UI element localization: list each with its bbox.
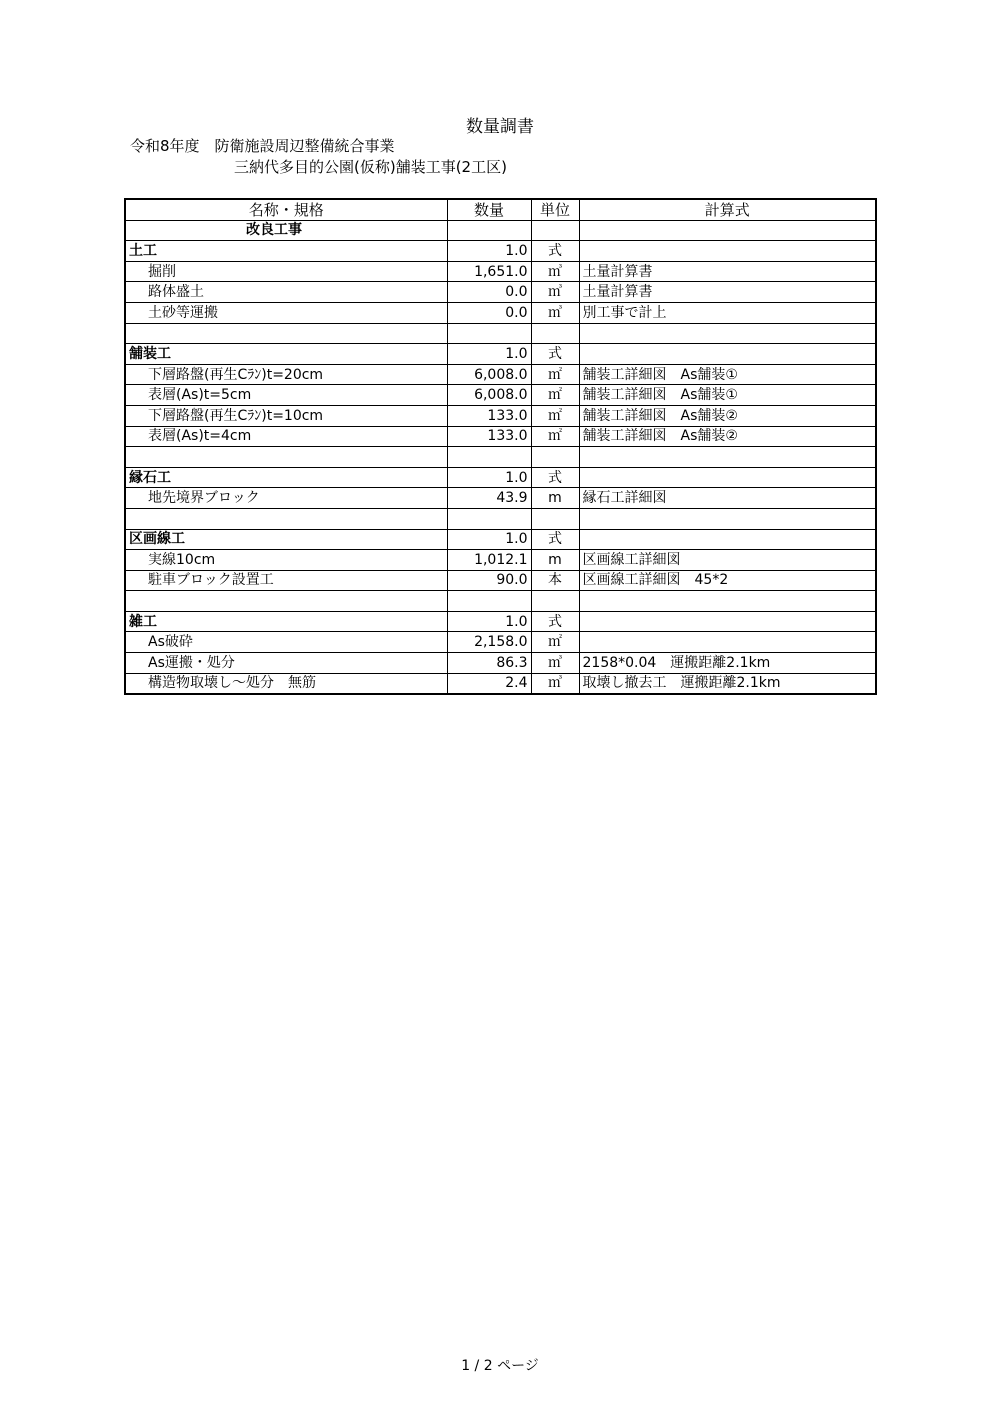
cell-formula: 縁石工詳細図 [579,488,876,509]
cell-unit: ㎡ [531,632,579,653]
group-row [125,241,876,262]
cell-formula [579,529,876,550]
cell-quantity: 43.9 [447,488,531,509]
cell-name: 表層(As)t=4cm [125,426,447,447]
cell-name: 区画線工 [125,529,447,550]
cell-unit [531,323,579,344]
cell-name: 構造物取壊し～処分 無筋 [125,673,447,694]
cell-quantity: 2,158.0 [447,632,531,653]
cell-name: 下層路盤(再生Cﾗﾝ)t=10cm [125,405,447,426]
cell-quantity: 1,012.1 [447,550,531,571]
cell-unit: 式 [531,529,579,550]
cell-unit: 式 [531,241,579,262]
cell-formula [579,344,876,365]
section-title: 改良工事 [125,220,447,241]
table-row [125,570,876,591]
blank-row [125,323,876,344]
table-row [125,673,876,694]
blank-row [125,591,876,612]
blank-row [125,447,876,468]
cell-quantity: 90.0 [447,570,531,591]
table-row [125,632,876,653]
cell-unit [531,447,579,468]
cell-quantity [447,323,531,344]
cell-formula: 別工事で計上 [579,302,876,323]
cell-formula: 舗装工詳細図 As舗装① [579,364,876,385]
header-quantity: 数量 [447,199,531,220]
cell-formula [579,611,876,632]
cell-name: 地先境界ブロック [125,488,447,509]
group-row [125,611,876,632]
cell-formula: 区画線工詳細図 [579,550,876,571]
cell-formula [579,467,876,488]
cell-quantity: 2.4 [447,673,531,694]
header-formula: 計算式 [579,199,876,220]
cell-unit: ㎡ [531,426,579,447]
section-row [125,220,876,241]
cell-formula [579,241,876,262]
cell-formula: 舗装工詳細図 As舗装① [579,385,876,406]
cell-quantity: 1.0 [447,529,531,550]
cell-unit [531,508,579,529]
cell-unit: ㎥ [531,282,579,303]
work-name: 三納代多目的公園(仮称)舗装工事(2工区) [234,158,507,176]
cell-formula [579,323,876,344]
page-title: 数量調書 [466,117,534,137]
header-name: 名称・規格 [125,199,447,220]
quantity-table-body [125,199,876,694]
group-row [125,467,876,488]
cell-quantity: 1.0 [447,611,531,632]
cell-unit: ㎥ [531,302,579,323]
table-header-row [125,199,876,220]
blank-row [125,508,876,529]
cell-name: 土砂等運搬 [125,302,447,323]
cell-unit: m [531,488,579,509]
cell-quantity: 86.3 [447,653,531,674]
cell-name: 縁石工 [125,467,447,488]
cell-name: As運搬・処分 [125,653,447,674]
cell-quantity [447,447,531,468]
cell-quantity: 6,008.0 [447,364,531,385]
cell-unit: ㎥ [531,261,579,282]
table-row [125,282,876,303]
cell-unit: 式 [531,344,579,365]
cell-formula [579,632,876,653]
group-row [125,529,876,550]
cell-unit: 式 [531,611,579,632]
cell-formula: 区画線工詳細図 45*2 [579,570,876,591]
cell-formula [579,447,876,468]
cell-unit: ㎡ [531,405,579,426]
cell-name [125,323,447,344]
cell-formula: 土量計算書 [579,261,876,282]
cell-quantity: 133.0 [447,426,531,447]
cell-name: 雑工 [125,611,447,632]
cell-unit: ㎡ [531,364,579,385]
header-unit: 単位 [531,199,579,220]
cell-formula: 取壊し撤去工 運搬距離2.1km [579,673,876,694]
group-row [125,344,876,365]
table-row [125,653,876,674]
cell-formula: 2158*0.04 運搬距離2.1km [579,653,876,674]
table-row [125,550,876,571]
cell-name [125,447,447,468]
cell-name: 舗装工 [125,344,447,365]
cell-name [125,508,447,529]
cell-unit: 本 [531,570,579,591]
cell-name: 下層路盤(再生Cﾗﾝ)t=20cm [125,364,447,385]
cell-quantity: 6,008.0 [447,385,531,406]
cell-name: 実線10cm [125,550,447,571]
cell-quantity [447,591,531,612]
cell-unit: 式 [531,467,579,488]
cell-name: 表層(As)t=5cm [125,385,447,406]
cell-quantity: 1,651.0 [447,261,531,282]
table-row [125,261,876,282]
cell-name: 土工 [125,241,447,262]
cell-quantity: 133.0 [447,405,531,426]
cell-name: 路体盛土 [125,282,447,303]
cell-formula: 舗装工詳細図 As舗装② [579,405,876,426]
cell-formula [579,508,876,529]
cell-name [125,591,447,612]
cell-name: 駐車ブロック設置工 [125,570,447,591]
page-indicator: 1 / 2 ページ [461,1358,539,1374]
table-row [125,426,876,447]
table-row [125,364,876,385]
table-row [125,385,876,406]
table-row [125,302,876,323]
cell-quantity: 0.0 [447,282,531,303]
cell-name: 掘削 [125,261,447,282]
table-row [125,488,876,509]
cell-formula: 舗装工詳細図 As舗装② [579,426,876,447]
cell-formula [579,591,876,612]
cell-unit: ㎥ [531,653,579,674]
cell-quantity: 1.0 [447,241,531,262]
cell-unit: ㎥ [531,673,579,694]
cell-quantity [447,508,531,529]
cell-unit: m [531,550,579,571]
cell-quantity: 1.0 [447,344,531,365]
cell-unit [531,591,579,612]
cell-unit: ㎡ [531,385,579,406]
project-name: 令和8年度 防衛施設周辺整備統合事業 [130,137,395,155]
table-row [125,405,876,426]
cell-quantity: 0.0 [447,302,531,323]
quantity-table [124,198,877,695]
cell-quantity: 1.0 [447,467,531,488]
cell-formula: 土量計算書 [579,282,876,303]
cell-name: As破砕 [125,632,447,653]
